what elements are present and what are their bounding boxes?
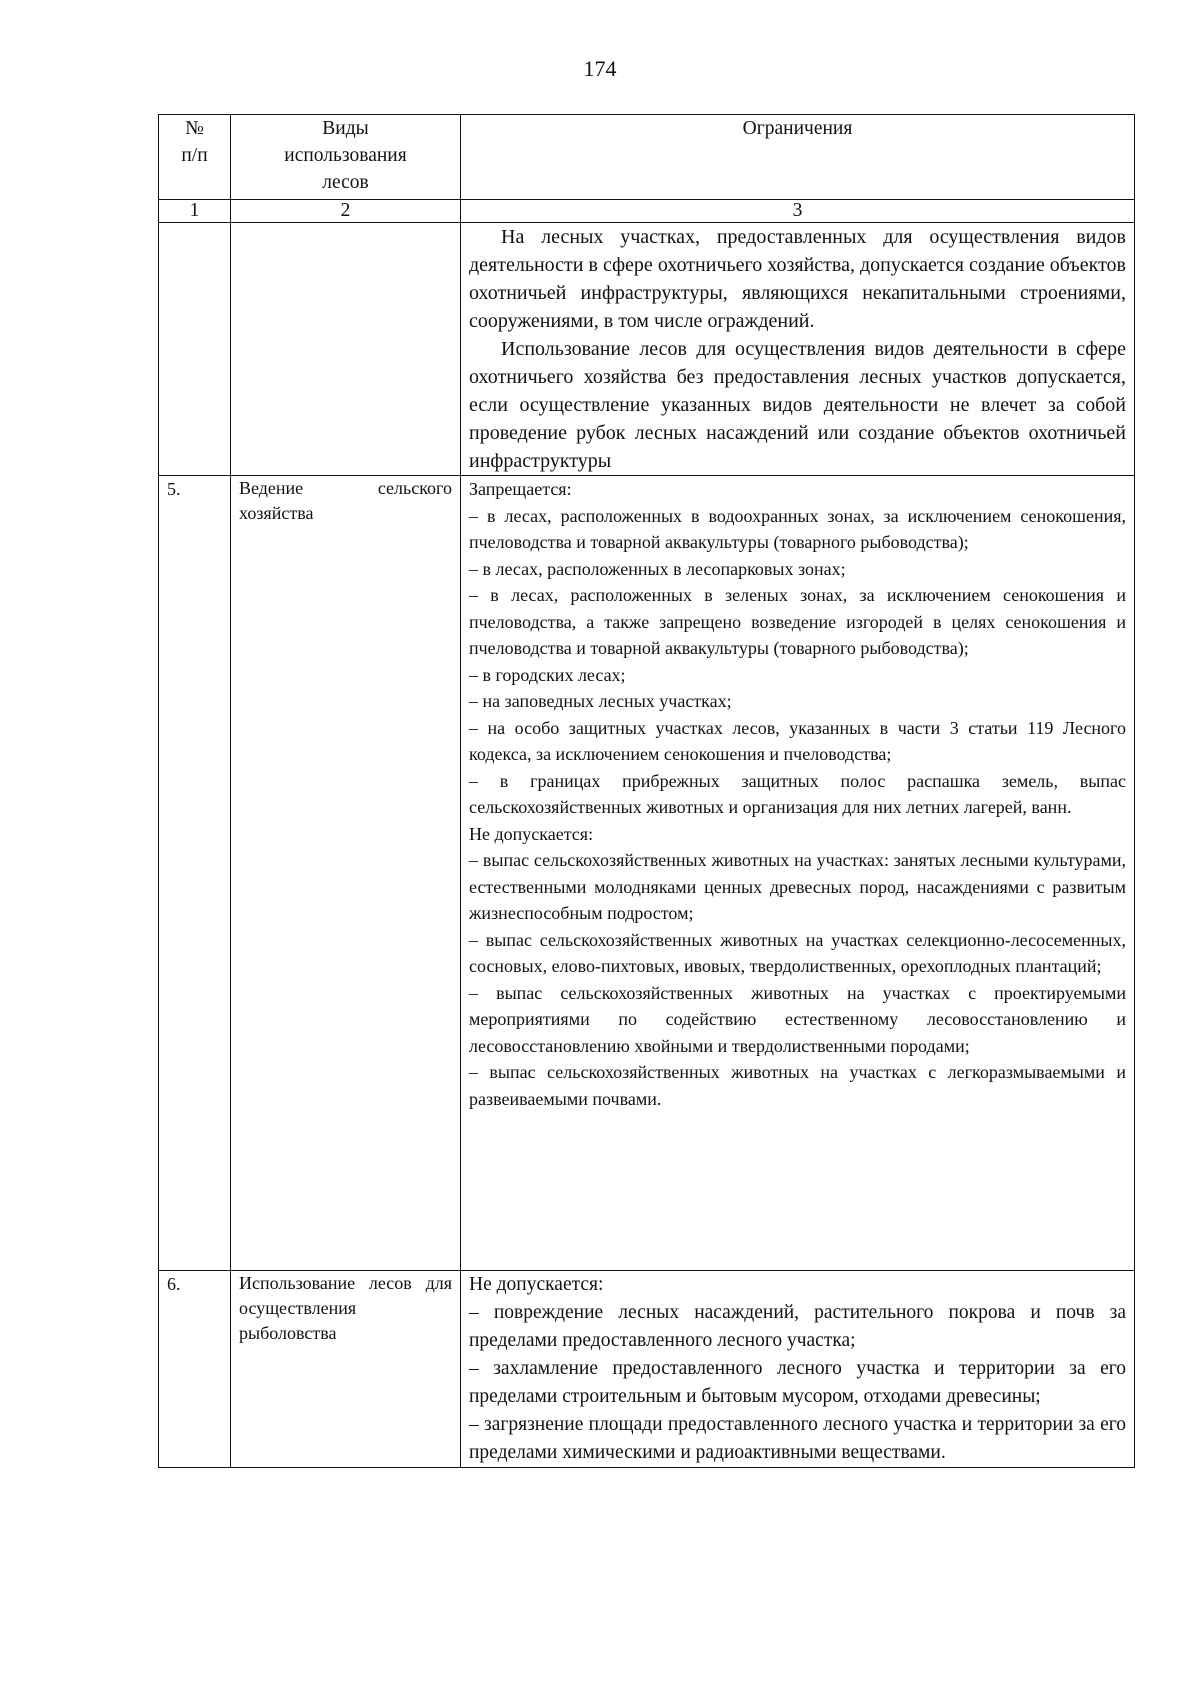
list-item: – в лесах, расположенных в зеленых зонах, за исключением сенокошения и пчеловодства, а также запрещено возведение изгородей в целях сенокошения и пчеловодства и товарной аквакультуры (товарного рыбоводства); (469, 585, 1126, 658)
list-item: – выпас сельскохозяйственных животных на участках селекционно-лесосеменных, сосновых, елово-пихтовых, ивовых, твердолиственных, орехоплодных плантаций; (469, 929, 1126, 976)
table-row-continuation (159, 223, 1135, 476)
paragraph: На лесных участках, предоставленных для осуществления видов деятельности в сфере охотничьего хозяйства, допускается создание объектов охотничьей инфраструктуры, являющихся некапитальными строениями, сооружениями, в том числе ограждений. (469, 226, 1126, 332)
header-number: № п/п (159, 115, 231, 200)
row-number: 6. (159, 1271, 231, 1468)
paragraph: Использование лесов для осуществления видов деятельности в сфере охотничьего хозяйства без предоставления лесных участков допускается, если осуществление указанных видов деятельности не влечет за собой проведение рубок лесных насаждений или создание объектов охотничьей инфраструктуры (469, 338, 1126, 472)
header-usage-type: Виды использования лесов (231, 115, 461, 200)
row-restrictions (461, 1271, 1135, 1468)
list-item: – выпас сельскохозяйственных животных на участках с легкоразмываемыми и развеиваемыми почвами. (469, 1062, 1126, 1109)
row-usage-type: Использование лесов для осуществления рыболовства (231, 1271, 461, 1468)
row-usage-type: Ведение сельского хозяйства (231, 476, 461, 1271)
row-number (159, 223, 231, 476)
list-item: – загрязнение площади предоставленного лесного участка и территории за его пределами химическими и радиоактивными веществами. (469, 1414, 1126, 1463)
list-item: – в городских лесах; (469, 664, 626, 685)
header-restrictions: Ограничения (461, 115, 1135, 200)
list-item: – в лесах, расположенных в водоохранных зонах, за исключением сенокошения, пчеловодства и товарной аквакультуры (товарного рыбоводства); (469, 505, 1126, 552)
column-number: 1 (159, 200, 231, 223)
list-item: – в лесах, расположенных в лесопарковых зонах; (469, 558, 846, 579)
row-restrictions (461, 223, 1135, 476)
list-item: – выпас сельскохозяйственных животных на участках с проектируемыми мероприятиями по содействию естественному лесовосстановлению и лесовосстановлению хвойными и твердолиственными породами; (469, 982, 1126, 1056)
table-header-row (159, 115, 1135, 200)
section-title: Не допускается: (469, 1274, 604, 1295)
list-item: – в границах прибрежных защитных полос распашка земель, выпас сельскохозяйственных животных и организация для них летних лагерей, ванн. (469, 770, 1126, 817)
list-item: – повреждение лесных насаждений, растительного покрова и почв за пределами предоставленного лесного участка; (469, 1302, 1126, 1351)
table-row (159, 476, 1135, 1271)
list-item: – на заповедных лесных участках; (469, 691, 732, 711)
page-number: 174 (583, 56, 617, 81)
restrictions-table (158, 114, 1135, 1468)
column-number-row (159, 200, 1135, 223)
row-restrictions (461, 476, 1135, 1271)
column-number: 3 (461, 200, 1135, 223)
row-usage-type (231, 223, 461, 476)
list-item: – захламление предоставленного лесного участка и территории за его пределами строительным и бытовым мусором, отходами древесины; (469, 1358, 1126, 1407)
column-number: 2 (231, 200, 461, 223)
table-row (159, 1271, 1135, 1468)
section-title: Запрещается: (469, 479, 572, 499)
section-title: Не допускается: (469, 823, 594, 844)
list-item: – выпас сельскохозяйственных животных на участках: занятых лесными культурами, естественными молодняками ценных древесных пород, насаждениями с развитым жизнеспособным подростом; (469, 850, 1126, 923)
row-number: 5. (159, 476, 231, 1271)
list-item: – на особо защитных участках лесов, указанных в части 3 статьи 119 Лесного кодекса, за исключением сенокошения и пчеловодства; (469, 717, 1126, 764)
